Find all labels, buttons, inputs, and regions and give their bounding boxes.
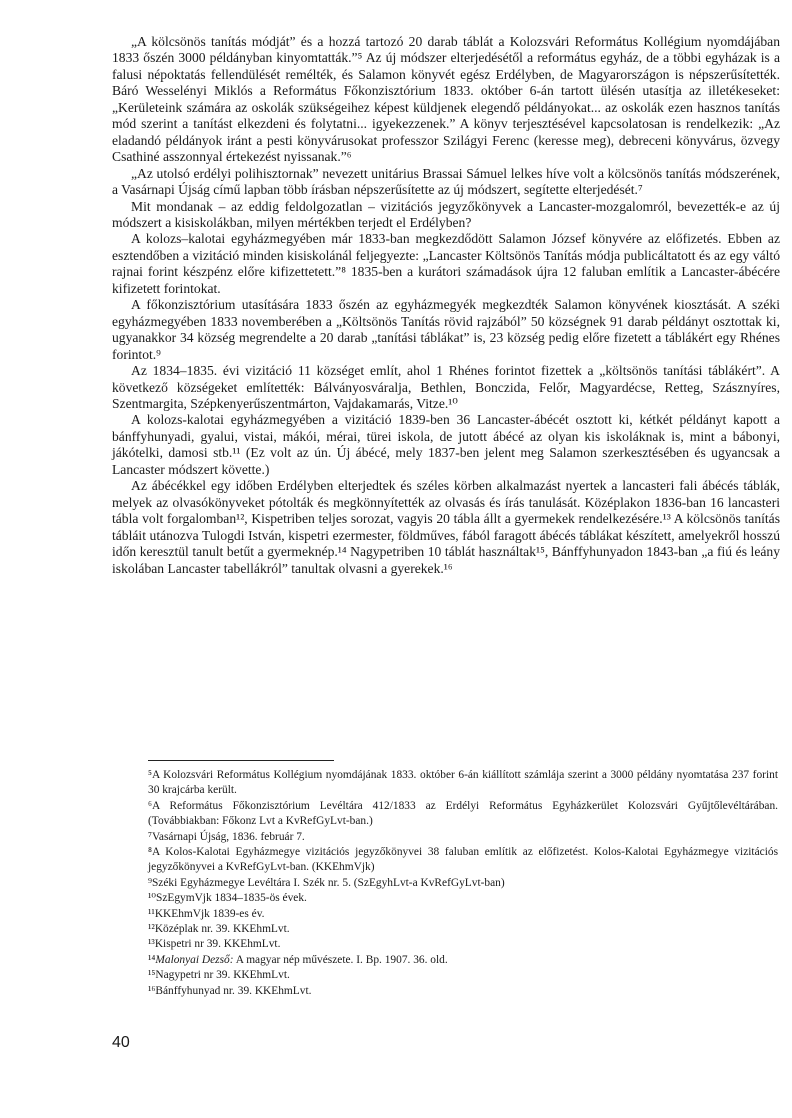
page-number: 40 [112,1034,130,1051]
paragraph: A kolozs–kalotai egyházmegyében már 1833-ban megkezdődött Salamon József könyvére az előfizetés. Ebben az esztendőben a vizitáció minden kisiskolánál feljegyezte: „Lancaster Költsönös Tanítás módja publicáltatott és az egy váltó rajnai forint készpénz előre kifizettetett.”⁸ 1835-ben a kurátori számadások újra 12 faluban említik a Lancaster-ábécére kifizetett forintokat. [112,231,780,296]
footnote-15: ¹⁵Nagypetri nr 39. KKEhmLvt. [148,969,290,982]
footnote-12: ¹²Középlak nr. 39. KKEhmLvt. [148,923,290,936]
footnote-13: ¹³Kispetri nr 39. KKEhmLvt. [148,938,281,951]
footnote-5: ⁵A Kolozsvári Református Kollégium nyomdájának 1833. október 6-án kiállított számlája szerint a 3000 példány nyomtatása 237 forint 30 krajcárba került. [148,769,778,797]
footnote-11: ¹¹KKEhmVjk 1839-es év. [148,907,265,920]
footnote-14 [148,953,778,968]
footnote-citation: A magyar nép művészete. I. Bp. 1907. 36. old. [233,953,448,966]
footnote-8: ⁸A Kolos-Kalotai Egyházmegye vizitációs jegyzőkönyvei 38 faluban említik az előfizetést. Kolos-Kalotai Egyházmegye vizitációs jegyzőkönyvei a KvRefGyLvt-ban. (KKEhmVjk) [148,846,778,874]
footnote-7: ⁷Vasárnapi Újság, 1836. február 7. [148,830,305,843]
footnote-author: Malonyai Dezső: [155,953,234,966]
footnote-9: ⁹Széki Egyházmegye Levéltára I. Szék nr. 5. (SzEgyhLvt-a KvRefGyLvt-ban) [148,876,505,889]
paragraph: A kolozs-kalotai egyházmegyében a vizitáció 1839-ben 36 Lancaster-ábécét osztott ki, kétkét példányt kapott a bánffyhunyadi, gyalui, vistai, mákói, mérai, türei iskola, de jutott ábécé az olyan kis iskoláknak is, mint a bábonyi, jákótelki, damosi stb.¹¹ (Ez volt az ún. Új ábécé, mely 1837-ben jelent meg Salamon szerkesztésében és ugyancsak a Lancaster módszert követte.) [112,412,780,477]
paragraph: „A kölcsönös tanítás módját” és a hozzá tartozó 20 darab táblát a Kolozsvári Református Kollégium nyomdájában 1833 őszén 3000 példányban kinyomtatták.”⁵ Az új módszer elterjedésétől a református egyház, de a többi egyházak is a falusi népoktatás fellendülését remélték, és Salamon könyvét egész Erdélyben, de Magyarországon is népszerűsítették. Báró Wesselényi Miklós a Református Főkonzisztórium 1833. október 6-án tartott ülésén utasítja az illetékeseket: „Kerületeink számára az oskolák szükségeihez képest küldjenek elegendő példányokat... az oskolák ezen hasznos tanítás mód szerint a tanítást elkezdeni és folytatni... igyekezzenek.” A könyv terjesztésével kapcsolatosan is rendelkezik: „Az eladandó példányok iránt a pesti könyvárusokat professzor Szilágyi Ferenc (keresse meg), debreceni könyvárus, özvegy Csathiné asszonnyal értekezést nyissanak.”⁶ [112,34,780,165]
footnote-number: ¹⁴ [148,953,156,966]
main-text [112,34,780,577]
footnotes [148,768,778,999]
paragraph: „Az utolsó erdélyi polihisztornak” nevezett unitárius Brassai Sámuel lelkes híve volt a kölcsönös tanítás módszerének, a Vasárnapi Újság című lapban több írásban népszerűsítette az új módszert, segítette elterjedését.⁷ [112,165,780,198]
paragraph: A főkonzisztórium utasítására 1833 őszén az egyházmegyék megkezdték Salamon könyvének kiosztását. A széki egyházmegyében 1833 novemberében a „Költsönös Tanítás rövid rajzából” 50 községnek 91 darab példányt osztottak ki, ugyanakkor 34 község megrendelte a 20 darab „tanítási táblákat” is, 23 község pedig előre fizetett a táblákért egy Rhénes forintot.⁹ [112,297,780,362]
footnote-divider [148,760,334,761]
paragraph: Az 1834–1835. évi vizitáció 11 községet említ, ahol 1 Rhénes forintot fizettek a „költsönös tanítási táblákért”. A következő községeket említették: Bálványosváralja, Bethlen, Bonczida, Felőr, Magyardécse, Retteg, Szásznyíres, Szentmargita, Szépkenyerűszentmárton, Vajdakamarás, Vitze.¹⁰ [112,363,780,411]
paragraph: Mit mondanak – az eddig feldolgozatlan – vizitációs jegyzőkönyvek a Lancaster-mozgalomról, bevezették-e az új módszert a kisiskolákban, milyen mértékben terjedt el Erdélyben? [112,198,780,230]
paragraph: Az ábécékkel egy időben Erdélyben elterjedtek és széles körben alkalmazást nyertek a lancasteri fali ábécés táblák, melyek az olvasókönyveket pótolták és megkönnyítették az olvasás és írás tanulását. Középlakon 1836-ban 16 lancasteri tábla volt forgalomban¹², Kispetriben teljes sorozat, vagyis 20 tábla állt a gyermekek rendelkezésére.¹³ A kölcsönös tanítás tábláit utánozva Tulogdi István, kispetri ezermester, földműves, fából faragott ábécés táblákat készített, amelyekről hosszú időn keresztül tanult betűt a gyermeknép.¹⁴ Nagypetriben 10 táblát használtak¹⁵, Bánffyhunyadon 1843-ban „a fiú és leány iskolában Lancaster tabellákról” tanultak olvasni a gyerekek.¹⁶ [112,478,780,576]
footnote-6: ⁶A Református Főkonzisztórium Levéltára 412/1833 az Erdélyi Református Egyházkerület Kolozsvári Gyűjtőlevéltárában. (Továbbiakban: Főkonz Lvt a KvRefGyLvt-ban.) [148,799,778,828]
footnote-10: ¹⁰SzEgymVjk 1834–1835-ös évek. [148,892,307,905]
footnote-16: ¹⁶Bánffyhunyad nr. 39. KKEhmLvt. [148,984,312,997]
